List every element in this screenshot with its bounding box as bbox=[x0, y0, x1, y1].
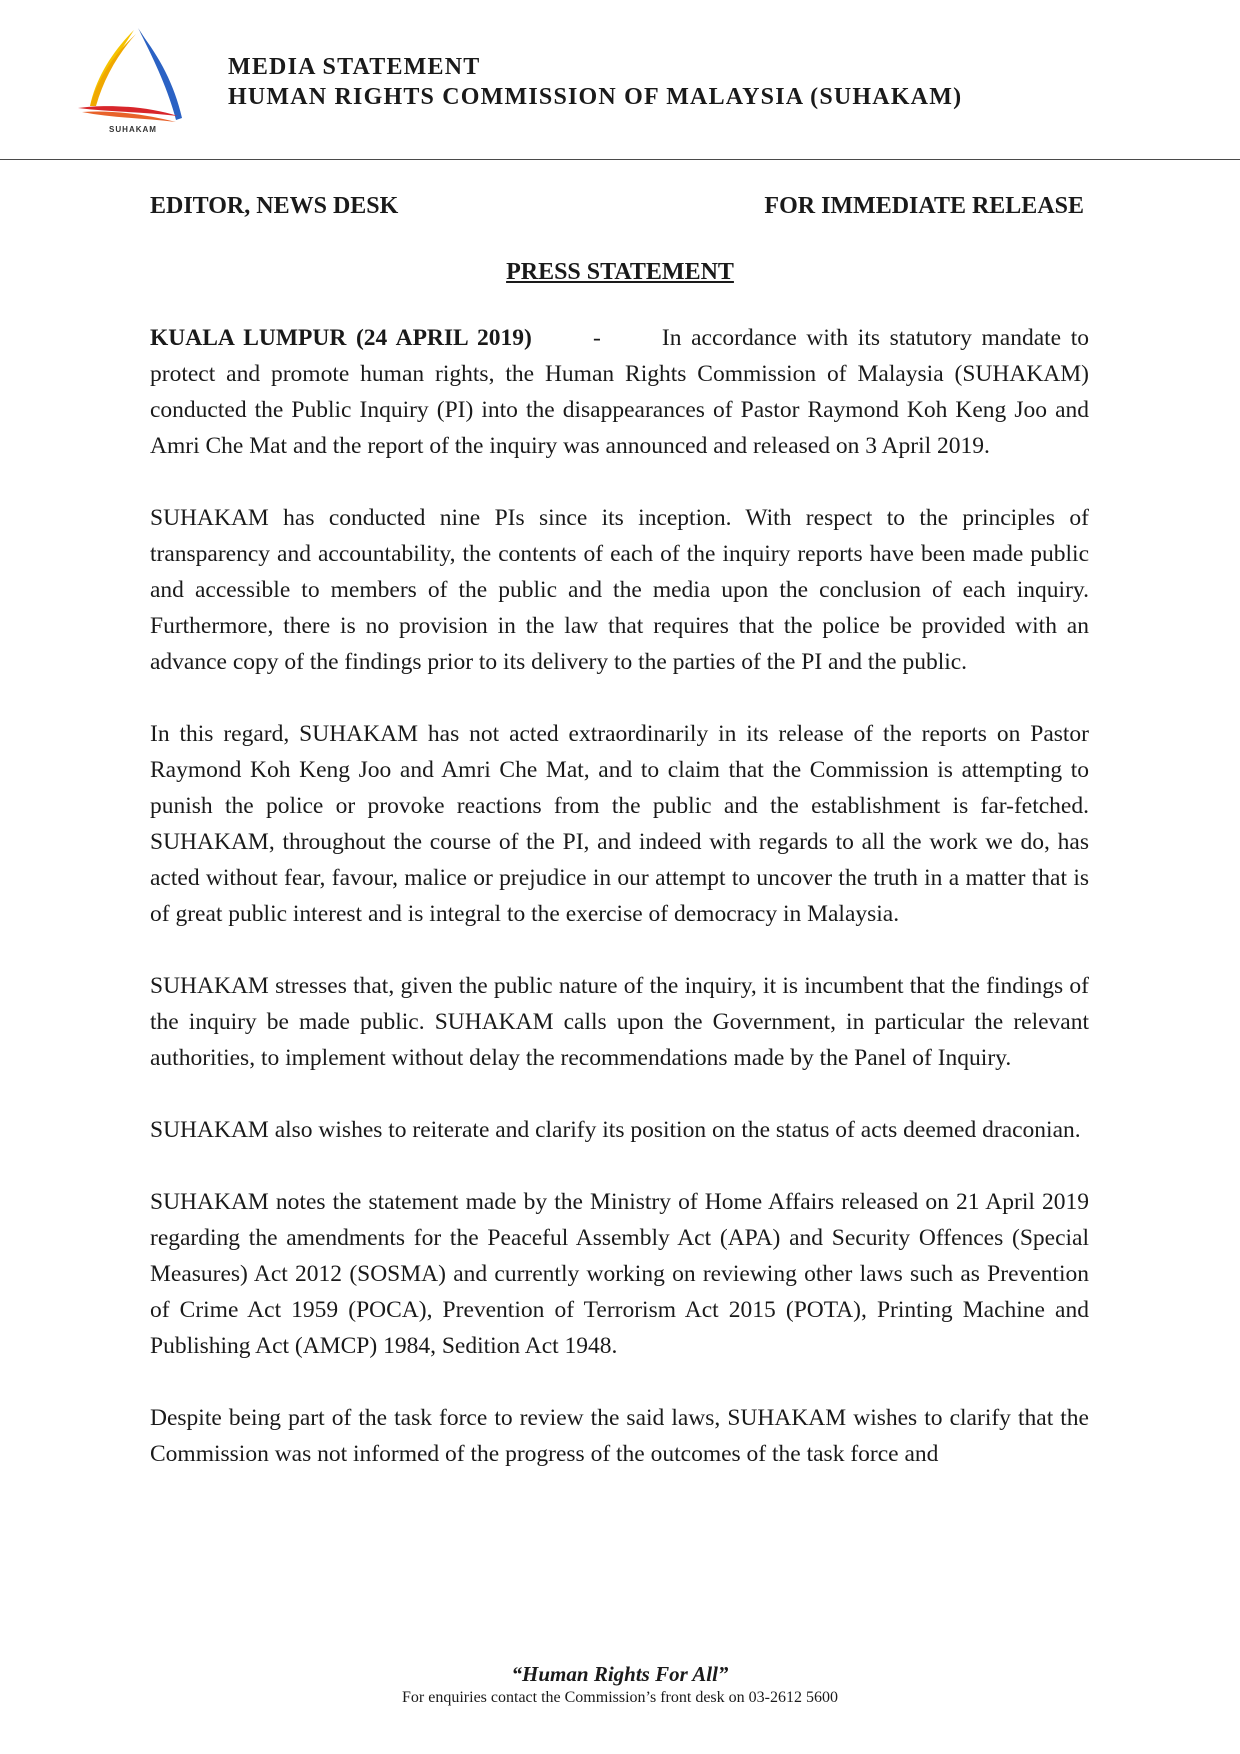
footer-motto: “Human Rights For All” bbox=[511, 1662, 729, 1686]
paragraph-6: SUHAKAM notes the statement made by the Ministry of Home Affairs released on 21 April 2019 regarding the amendments for the Peaceful Assembly Act (APA) and Security Offences (Special Measures) Act 2012 (SOSMA) and currently working on reviewing other laws such as Prevention of Crime Act 1959 (POCA), Prevention of Terrorism Act 2015 (POTA), Printing Machine and Publishing Act (AMCP) 1984, Sedition Act 1948. bbox=[150, 1189, 1089, 1359]
header-titles bbox=[228, 52, 962, 112]
addressee: EDITOR, NEWS DESK bbox=[150, 193, 399, 219]
paragraph-5: SUHAKAM also wishes to reiterate and clarify its position on the status of acts deemed draconian. bbox=[150, 1117, 1081, 1143]
paragraph-1-text: In accordance with its statutory mandate to protect and promote human rights, the Human Rights Commission of Malaysia (SUHAKAM) conducted the Public Inquiry (PI) into the disappearances of Pastor Raymond Koh Keng Joo and Amri Che Mat and the report of the inquiry was announced and released on 3 April 2019. bbox=[150, 325, 1089, 459]
dateline-dash: - bbox=[592, 325, 601, 351]
paragraph-4: SUHAKAM stresses that, given the public nature of the inquiry, it is incumbent that the findings of the inquiry be made public. SUHAKAM calls upon the Government, in particular the relevant authorities, to implement without delay the recommendations made by the Panel of Inquiry. bbox=[150, 973, 1089, 1071]
header-line-media-statement: MEDIA STATEMENT bbox=[228, 54, 481, 80]
header-line-commission: HUMAN RIGHTS COMMISSION OF MALAYSIA (SUHAKAM) bbox=[228, 84, 963, 110]
paragraph-3: In this regard, SUHAKAM has not acted extraordinarily in its release of the reports on Pastor Raymond Koh Keng Joo and Amri Che Mat, and to claim that the Commission is attempting to punish the police or provoke reactions from the public and the establishment is far-fetched. SUHAKAM, throughout the course of the PI, and indeed with regards to all the work we do, has acted without fear, favour, malice or prejudice in our attempt to uncover the truth in a matter that is of great public interest and is integral to the exercise of democracy in Malaysia. bbox=[150, 721, 1089, 927]
header-divider bbox=[0, 159, 1240, 160]
paragraph-1 bbox=[150, 320, 1089, 464]
logo-caption: SUHAKAM bbox=[109, 125, 157, 134]
footer-contact: For enquiries contact the Commission’s front desk on 03-2612 5600 bbox=[402, 1689, 838, 1706]
release-note: FOR IMMEDIATE RELEASE bbox=[764, 193, 1084, 219]
statement-body bbox=[150, 320, 1089, 1508]
paragraph-7: Despite being part of the task force to review the said laws, SUHAKAM wishes to clarify that the Commission was not informed of the progress of the outcomes of the task force and bbox=[150, 1405, 1089, 1467]
suhakam-logo-icon bbox=[76, 22, 196, 142]
page-title: PRESS STATEMENT bbox=[506, 259, 734, 285]
paragraph-2: SUHAKAM has conducted nine PIs since its inception. With respect to the principles of transparency and accountability, the contents of each of the inquiry reports have been made public and accessible to members of the public and the media upon the conclusion of each inquiry. Furthermore, there is no provision in the law that requires that the police be provided with an advance copy of the findings prior to its delivery to the parties of the PI and the public. bbox=[150, 505, 1089, 675]
dateline: KUALA LUMPUR (24 APRIL 2019) bbox=[150, 325, 532, 351]
